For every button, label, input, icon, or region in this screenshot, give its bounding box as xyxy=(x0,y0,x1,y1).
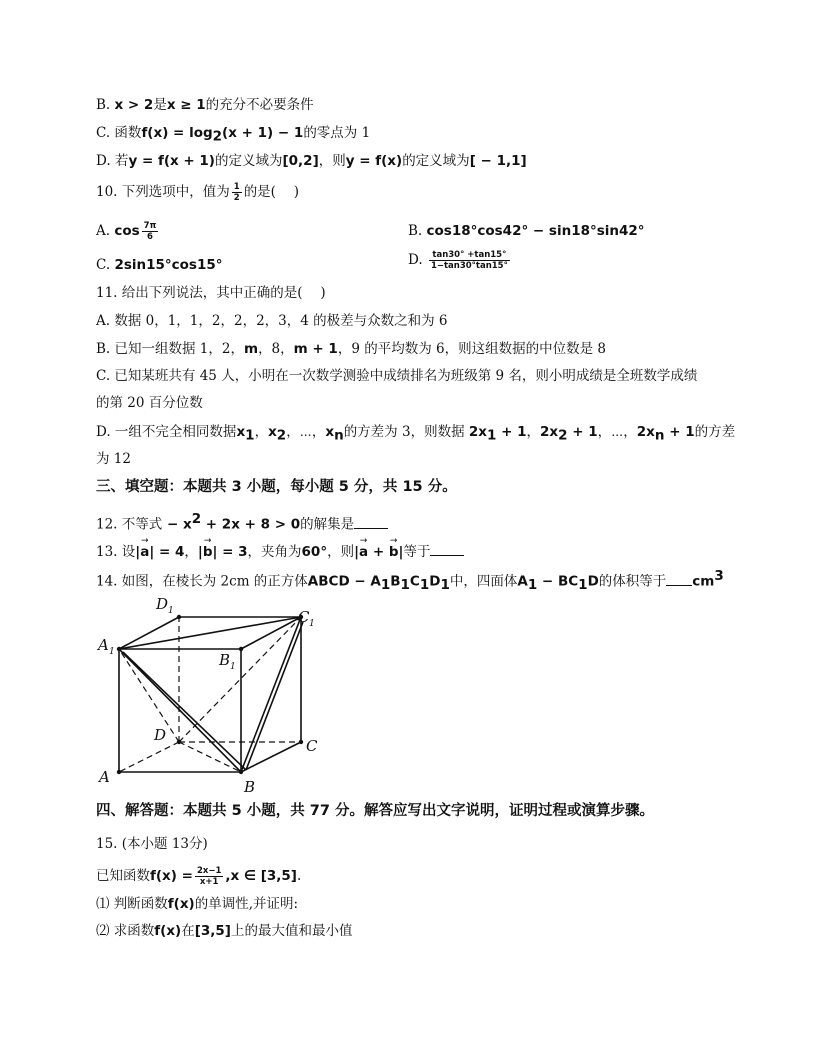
text: ，则 xyxy=(318,153,346,169)
math: ABCD − A xyxy=(307,573,381,590)
text: 为 12 xyxy=(96,451,131,467)
section-4-heading xyxy=(96,801,654,821)
math-sub: 1 xyxy=(380,577,391,594)
numerator: 7π xyxy=(143,221,157,231)
label-D: D xyxy=(154,726,167,744)
math: cos xyxy=(114,223,140,239)
math: C xyxy=(409,573,420,590)
text: 14. 如图，在棱长为 2cm 的正方体 xyxy=(96,573,308,590)
edge-DA xyxy=(119,742,179,772)
math: x xyxy=(268,424,277,440)
math: | xyxy=(197,544,203,560)
edge-BC1-inner xyxy=(246,622,303,770)
option-10d xyxy=(408,250,512,271)
math: | = 4 xyxy=(149,544,185,560)
point-A1 xyxy=(117,647,121,651)
unit-sup: 3 xyxy=(714,568,724,584)
numerator: 1 xyxy=(233,182,240,192)
text: 的体积等于 xyxy=(598,573,667,590)
answer-blank[interactable] xyxy=(666,571,692,586)
text: ，⋯， xyxy=(286,424,326,440)
math: | xyxy=(135,544,141,560)
text: 的单调性,并证明: xyxy=(194,896,299,912)
fraction xyxy=(429,250,510,271)
math-sub: 1 xyxy=(245,427,255,444)
math-sub: 2 xyxy=(212,128,223,145)
text: 11. 给出下列说法，其中正确的是( ) xyxy=(96,285,326,301)
math: | xyxy=(398,544,404,560)
math: D xyxy=(429,573,441,590)
math-sub: 1 xyxy=(578,577,588,594)
edge-DA1 xyxy=(119,649,179,742)
math: x xyxy=(236,424,246,440)
text: 上的最大值和最小值 xyxy=(230,923,353,939)
label-B: B xyxy=(244,778,256,796)
point-C xyxy=(299,740,303,744)
text: 的第 20 百分位数 xyxy=(96,395,203,411)
denominator: 2 xyxy=(233,193,240,203)
fraction xyxy=(195,866,223,887)
text: ⑴ 判断函数 xyxy=(96,896,168,912)
math: y = f(x + 1) xyxy=(128,153,215,169)
text: 中，四面体 xyxy=(449,573,518,590)
vector-a: → a xyxy=(359,542,368,562)
text: ，则 xyxy=(327,544,355,560)
text: 的定义域为 xyxy=(214,153,283,169)
edge-A1B-inner xyxy=(123,652,246,770)
question-15-stem xyxy=(96,866,301,887)
question-15-title xyxy=(96,834,208,854)
label-D1: D xyxy=(156,595,169,613)
text: A. xyxy=(96,223,115,239)
option-9b xyxy=(96,95,314,115)
option-11d-line1 xyxy=(96,422,735,446)
answer-blank[interactable] xyxy=(354,514,388,529)
point-D xyxy=(177,740,181,744)
text: B. xyxy=(96,97,115,113)
option-11b xyxy=(96,339,606,359)
text: C. 函数 xyxy=(96,125,142,141)
math: x > 2 xyxy=(114,97,154,113)
math-sub: 1 xyxy=(527,577,538,594)
math: f(x) = log xyxy=(141,125,213,141)
text: B. xyxy=(408,223,427,239)
math: [3,5] xyxy=(194,923,231,939)
text: 分。 xyxy=(422,479,457,495)
math: f(x) = xyxy=(150,868,193,884)
label-C: C xyxy=(306,737,318,755)
math: cos18°cos42° − sin18°sin42° xyxy=(426,223,645,239)
text: D. 一组不完全相同数据 xyxy=(96,424,237,440)
text: A. 数据 0，1，1，2，2，2，3，4 的极差与众数之和为 6 xyxy=(96,313,448,329)
text: 四、解答题：本题共 xyxy=(96,803,232,819)
text: 等于 xyxy=(403,544,431,560)
math: | xyxy=(354,544,360,560)
math-sub: n xyxy=(654,427,665,444)
math: 2x xyxy=(636,424,655,440)
math: 2sin15°cos15° xyxy=(114,257,223,273)
label-C1: C xyxy=(298,608,310,626)
math: | = 3 xyxy=(212,544,248,560)
question-15-part1 xyxy=(96,894,298,914)
math: f(x) xyxy=(154,923,182,939)
text: 的方差为 3，则数据 xyxy=(343,424,469,440)
math: x ≥ 1 xyxy=(166,97,206,113)
text: C. xyxy=(96,257,115,273)
section-3-heading xyxy=(96,477,457,497)
question-15-part2 xyxy=(96,921,352,941)
label-C1-sub: 1 xyxy=(309,619,315,629)
math: ,x ∈ [3,5] xyxy=(225,868,297,884)
question-14 xyxy=(96,566,724,595)
option-11c-line2 xyxy=(96,393,203,413)
math: D xyxy=(587,573,599,590)
math: − x xyxy=(162,516,192,533)
text: 小题，每小题 xyxy=(241,479,339,495)
hidden-edges xyxy=(119,617,301,772)
option-11c-line1 xyxy=(96,366,697,386)
label-D1-sub: 1 xyxy=(168,606,174,616)
option-11d-line2 xyxy=(96,449,131,469)
label-A1-sub: 1 xyxy=(109,647,115,657)
text: ，8， xyxy=(258,341,294,357)
math-sub: 1 xyxy=(486,427,497,444)
text: ， xyxy=(526,424,540,440)
text: ⑵ 求函数 xyxy=(96,923,155,939)
option-9c xyxy=(96,123,370,147)
text: 10. 下列选项中，值为 xyxy=(96,184,230,200)
text: 分，共 xyxy=(348,479,403,495)
text: 小题，共 xyxy=(241,803,310,819)
text: 三、填空题：本题共 xyxy=(96,479,232,495)
math: 2x xyxy=(468,424,487,440)
math: A xyxy=(517,573,528,590)
text: B. 已知一组数据 1，2， xyxy=(96,341,244,357)
text: 已知函数 xyxy=(96,868,150,884)
math-sub: n xyxy=(334,427,344,444)
math: m + 1 xyxy=(293,341,338,357)
denominator: 1−tan30°tan15° xyxy=(430,261,508,271)
math: + 1 xyxy=(496,424,527,440)
label-A1: A xyxy=(98,636,109,654)
vector-b: → b xyxy=(203,542,213,562)
text: 5 xyxy=(231,803,242,819)
text: 77 xyxy=(309,803,330,819)
math: 60° xyxy=(301,544,328,560)
math: [0,2] xyxy=(282,153,319,169)
fraction xyxy=(142,221,159,242)
text: 的定义域为 xyxy=(402,153,470,169)
point-B xyxy=(239,770,243,774)
question-13 xyxy=(96,541,464,562)
option-10a xyxy=(96,221,160,242)
text: 的零点为 1 xyxy=(303,125,371,141)
text: ，9 的平均数为 6，则这组数据的中位数是 8 xyxy=(337,341,606,357)
answer-blank[interactable] xyxy=(430,541,464,556)
denominator: x+1 xyxy=(199,877,219,887)
label-B1-sub: 1 xyxy=(230,662,236,672)
math: (x + 1) − 1 xyxy=(222,125,304,141)
text: D. 若 xyxy=(96,153,129,169)
text: 3 xyxy=(231,479,242,495)
option-10c xyxy=(96,255,223,275)
edge-A1C1 xyxy=(119,617,301,649)
edge-BC xyxy=(241,742,301,772)
math: f(x) xyxy=(167,896,195,912)
text: 13. 设 xyxy=(96,544,136,560)
math: + 1 xyxy=(664,424,695,440)
text: D. xyxy=(408,252,427,268)
text: 的方差 xyxy=(694,424,736,440)
option-10b xyxy=(408,221,645,241)
math: m xyxy=(243,341,259,357)
text: 是 xyxy=(153,97,167,113)
math: [ − 1,1] xyxy=(469,153,527,169)
numerator: 2x−1 xyxy=(196,866,222,876)
math-sub: 1 xyxy=(440,577,450,594)
cube-figure xyxy=(96,592,326,797)
vector-b: → b xyxy=(389,542,399,562)
text: ，⋯， xyxy=(597,424,637,440)
math: + 2x + 8 > 0 xyxy=(201,516,301,533)
option-9d xyxy=(96,151,527,171)
text: 15 xyxy=(402,479,423,495)
fraction-half xyxy=(232,182,242,203)
text: C. 已知某班共有 45 人，小明在一次数学测验中成绩排名为班级第 9 名，则小明成绩是全班数学成绩 xyxy=(96,368,698,384)
text: ，夹角为 xyxy=(247,544,302,560)
label-B1: B xyxy=(219,651,231,669)
text: 的是( ) xyxy=(243,184,300,200)
math: y = f(x) xyxy=(345,153,403,169)
point-A xyxy=(117,770,121,774)
vector-a: → a xyxy=(140,542,149,562)
text: 12. 不等式 xyxy=(96,516,163,533)
question-10 xyxy=(96,182,299,203)
math: 2x xyxy=(539,424,559,440)
text: 5 xyxy=(338,479,349,495)
point-B1 xyxy=(239,647,243,651)
text: 15. (本小题 13分) xyxy=(96,836,208,852)
math: − BC xyxy=(537,573,579,590)
option-11a xyxy=(96,311,448,331)
text: ， xyxy=(184,544,198,560)
math-sub: 1 xyxy=(419,577,430,594)
question-11 xyxy=(96,283,326,303)
math: B xyxy=(390,573,401,590)
text: 的充分不必要条件 xyxy=(205,97,314,113)
edge-BC1 xyxy=(241,617,301,772)
denominator: 6 xyxy=(147,232,153,242)
text: ， xyxy=(254,424,269,440)
cube-edges xyxy=(119,617,303,772)
numerator: tan30° +tan15° xyxy=(429,250,510,261)
text: 在 xyxy=(181,923,195,939)
math-sub: 2 xyxy=(558,427,568,444)
math-sub: 1 xyxy=(400,577,410,594)
text: . xyxy=(296,868,302,884)
math: + 1 xyxy=(567,424,598,440)
text: 分。解答应写出文字说明，证明过程或演算步骤。 xyxy=(329,803,654,819)
unit: cm xyxy=(692,573,715,590)
math-sub: 2 xyxy=(276,427,287,444)
math-sup: 2 xyxy=(191,511,202,527)
text: 的解集是 xyxy=(300,516,355,533)
math: x xyxy=(325,424,335,440)
point-D1 xyxy=(177,615,181,619)
math: + xyxy=(368,544,389,560)
label-A: A xyxy=(99,768,110,786)
